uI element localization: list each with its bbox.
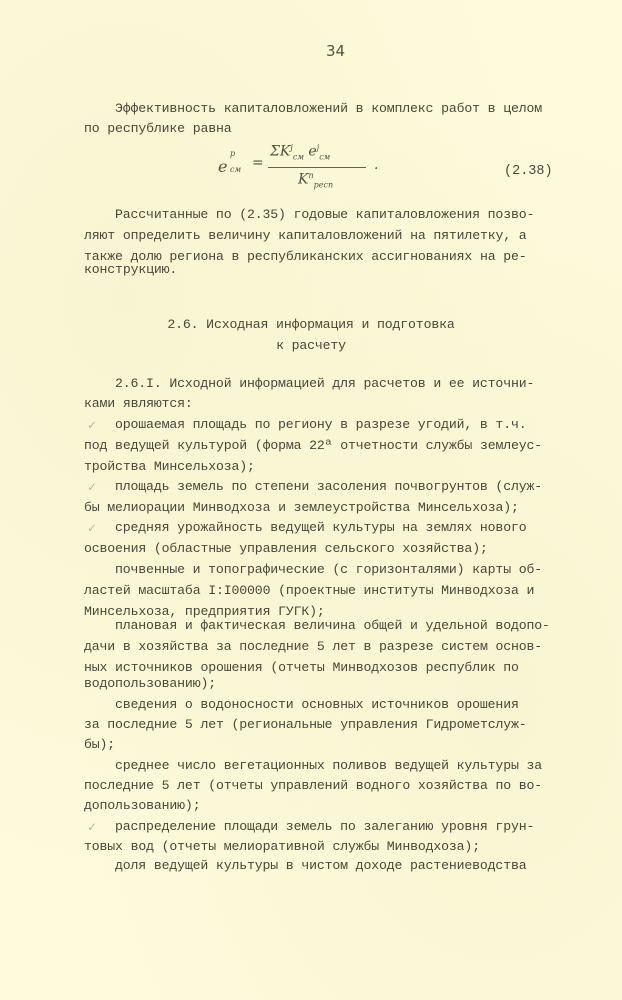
formula-denominator: $K^п_{респ}$: [298, 171, 334, 190]
list-item-line: дачи в хозяйства за последние 5 лет в разрезе систем основ-: [84, 639, 543, 654]
check-mark-icon: ✓: [87, 521, 98, 535]
list-item-line: допользованию);: [84, 798, 201, 813]
equation-label: (2.38): [504, 164, 553, 179]
list-item-line: товых вод (отчеты мелиоративной службы Минводхоза);: [84, 839, 480, 854]
list-item-line: средняя урожайность ведущей культуры на землях нового: [115, 520, 527, 535]
list-item-line: сведения о водоносности основных источников орошения: [115, 697, 519, 712]
paragraph-line: ляют определить величину капиталовложений на пятилетку, а: [84, 228, 527, 243]
list-item-line: ных источников орошения (отчеты Минводхозов республик по: [84, 660, 519, 675]
section-heading-cont: к расчету: [276, 338, 346, 353]
list-item-line: орошаемая площадь по региону в разрезе угодий, в т.ч.: [115, 417, 527, 432]
list-item-line: водопользованию);: [84, 676, 216, 691]
paragraph-line: Эффективность капиталовложений в комплекс работ в целом: [115, 101, 543, 116]
list-item-line: последние 5 лет (отчеты управлений водного хозяйства по во-: [84, 778, 543, 793]
list-item-line: под ведущей культурой (форма 22ª отчетности службы землеус-: [84, 438, 543, 453]
list-item-line: бы);: [84, 737, 116, 752]
list-item-line: тройства Минсельхоза);: [84, 459, 255, 474]
check-mark-icon: ✓: [87, 480, 98, 494]
list-item-line: среднее число вегетационных поливов ведущей культуры за: [115, 758, 543, 773]
list-item-line: площадь земель по степени засоления почвогрунтов (служ-: [115, 479, 543, 494]
check-mark-icon: ✓: [87, 418, 98, 432]
formula-lhs: e р см: [218, 149, 242, 176]
paragraph-line: также долю региона в республиканских ассигнованиях на ре-: [84, 249, 527, 264]
formula-period: .: [374, 157, 379, 173]
list-item-line: распределение площади земель по залеганию уровня грун-: [115, 819, 535, 834]
paragraph-line: конструкцию.: [84, 262, 178, 277]
subsection-line: 2.6.I. Исходной информацией для расчетов и ее источни-: [115, 376, 535, 391]
list-item-line: бы мелиорации Минводхоза и землеустройства Минсельхоза);: [84, 500, 519, 515]
formula-numerator: $\Sigma K^j_{см}$ $e^j_{см}$: [270, 143, 331, 162]
check-mark-icon: ✓: [87, 820, 98, 834]
fraction-bar: [268, 167, 366, 168]
subsection-line: ками являются:: [84, 396, 193, 411]
page-number: 34: [326, 42, 346, 60]
list-item-line: освоения (областные управления сельского хозяйства);: [84, 541, 488, 556]
paragraph-line: Рассчитанные по (2.35) годовые капиталовложения позво-: [115, 207, 535, 222]
paragraph-line: по республике равна: [84, 121, 232, 136]
list-item-line: доля ведущей культуры в чистом доходе растениеводства: [115, 858, 527, 873]
section-heading: 2.6. Исходная информация и подготовка: [167, 317, 455, 332]
formula-equals: =: [252, 155, 264, 171]
list-item-line: ластей масштаба I:I00000 (проектные институты Минводхоза и: [84, 583, 535, 598]
list-item-line: Минсельхоза, предприятия ГУГК);: [84, 604, 325, 619]
list-item-line: плановая и фактическая величина общей и удельной водопо-: [115, 618, 550, 633]
list-item-line: за последние 5 лет (региональные управления Гидрометслуж-: [84, 717, 527, 732]
list-item-line: почвенные и топографические (с горизонталями) карты об-: [115, 562, 543, 577]
formula-2-38: [218, 143, 388, 193]
